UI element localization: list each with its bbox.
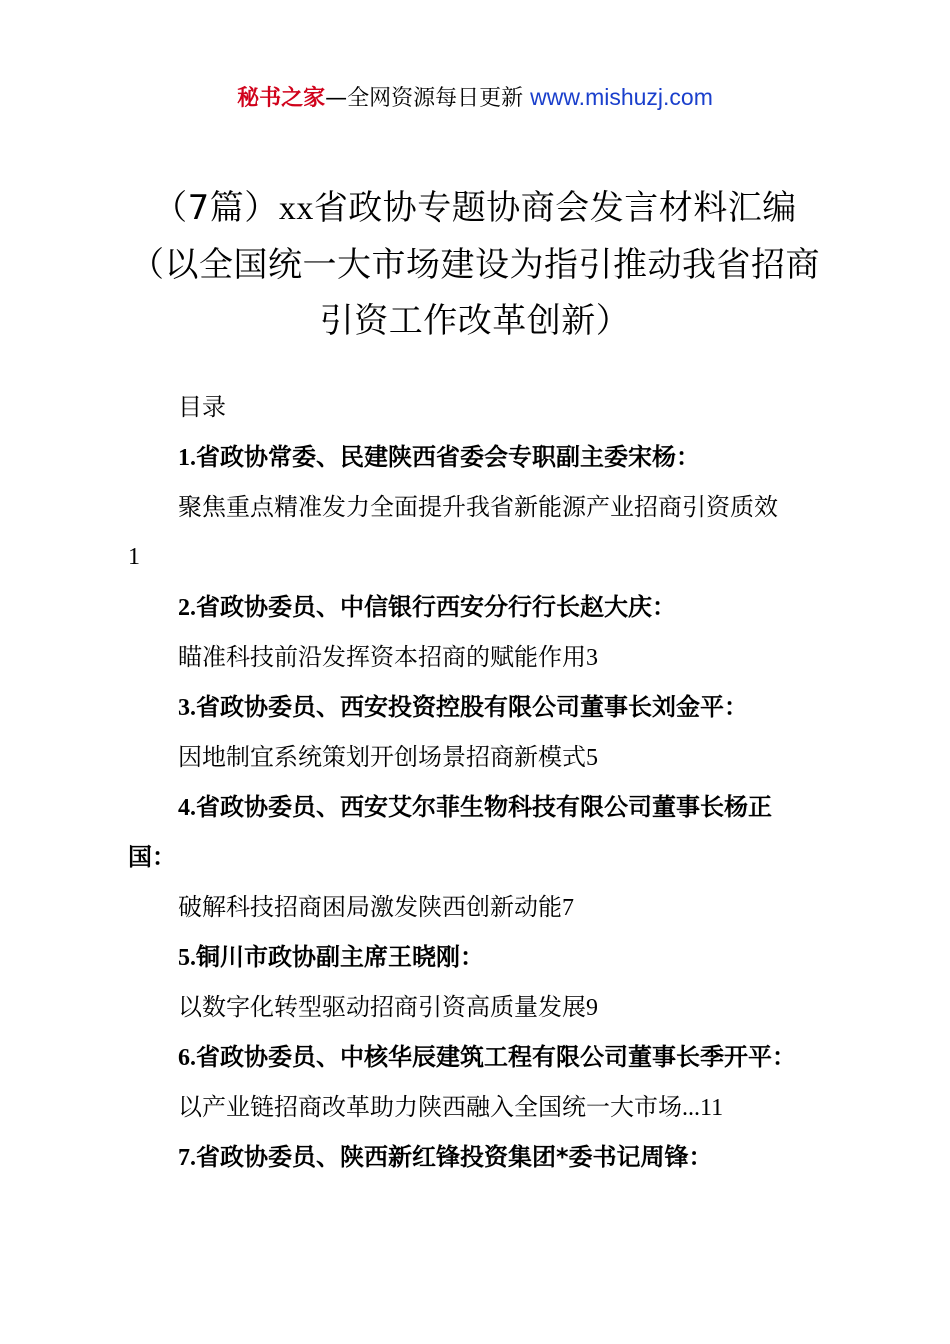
toc-entry-6-speaker[interactable]: 6.省政协委员、中核华辰建筑工程有限公司董事长季开平： [178,1043,796,1071]
toc-entry-5-page: 9 [586,995,598,1021]
toc-heading: 目录 [178,393,226,421]
toc-entry-1-topic[interactable]: 聚焦重点精准发力全面提升我省新能源产业招商引资质效 [178,493,778,521]
toc-entry-6-page: ...11 [682,1095,724,1121]
site-brand: 秘书之家 [237,86,326,111]
toc-entry-2-speaker[interactable]: 2.省政协委员、中信银行西安分行行长赵大庆： [178,593,676,621]
site-tagline: —全网资源每日更新 [325,86,524,111]
title-line-2: （以全国统一大市场建设为指引推动我省招商 [130,245,820,285]
toc-entry-4-topic[interactable]: 破解科技招商困局激发陕西创新动能7 [178,893,574,921]
toc-entry-5-speaker[interactable]: 5.铜川市政协副主席王晓刚： [178,943,484,971]
toc-entry-2-page: 3 [586,645,598,671]
toc-entry-4-speaker-cont[interactable]: 国： [128,843,176,871]
toc-entry-3-topic[interactable]: 因地制宜系统策划开创场景招商新模式5 [178,743,598,771]
toc-entry-4-page: 7 [562,895,574,921]
toc-entry-6-topic[interactable]: 以产业链招商改革助力陕西融入全国统一大市场...11 [178,1093,724,1121]
toc-entry-2-topic[interactable]: 瞄准科技前沿发挥资本招商的赋能作用3 [178,643,598,671]
title-line-1: （7篇）xx省政协专题协商会发言材料汇编 [153,188,797,228]
toc-entry-4-speaker[interactable]: 4.省政协委员、西安艾尔菲生物科技有限公司董事长杨正 [178,793,772,821]
site-url-link[interactable]: www.mishuzj.com [530,84,713,110]
toc-entry-7-speaker[interactable]: 7.省政协委员、陕西新红锋投资集团*委书记周锋： [178,1143,713,1171]
toc-entry-5-topic[interactable]: 以数字化转型驱动招商引资高质量发展9 [178,993,598,1021]
toc-entry-3-speaker[interactable]: 3.省政协委员、西安投资控股有限公司董事长刘金平： [178,693,748,721]
table-of-contents [128,382,838,1182]
site-header [0,80,950,116]
toc-entry-1-page: 1 [128,544,140,570]
toc-entry-3-page: 5 [586,745,598,771]
title-line-3: 引资工作改革创新） [319,301,631,341]
document-title [100,180,850,349]
toc-entry-1-speaker[interactable]: 1.省政协常委、民建陕西省委会专职副主委宋杨： [178,443,700,471]
